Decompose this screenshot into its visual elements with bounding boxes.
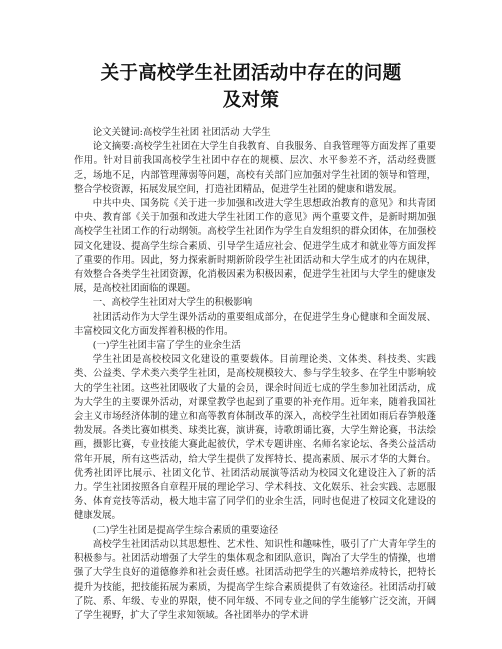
keywords: 论文关键词:高校学生社团 社团活动 大学生 — [92, 127, 271, 138]
paper-body — [74, 126, 436, 623]
paper-title — [60, 60, 442, 114]
section-heading: 一、高校学生社团对大学生的积极影响 — [92, 297, 253, 309]
paragraph: 社团活动作为大学生课外活动的重要组成部分，在促进学生身心健康和全面发展、丰富校园文化方面发挥着积极的作用。 — [74, 311, 436, 337]
subsection-heading: (一)学生社团丰富了学生的业余生活 — [92, 340, 241, 352]
paragraph: 高校学生社团活动以其思想性、艺术性、知识性和趣味性，吸引了广大青年学生的积极参与。社团活动增强了大学生的集体观念和团队意识，陶冶了大学生的情操，也增强了大学生良好的道德修养和社会责任感。社团活动把学生的兴趣培养成特长，把特长提升为技能，把技能拓展为素质，为提高学生综合素质提供了有效途径。社团活动打破了院、系、年级、专业的界限，使不同年级、不同专业之间的学生能够广泛交流，开阔了学生视野，扩大了学生求知领域。各社团举办的学术讲 — [74, 538, 436, 621]
paragraph: 中共中央、国务院《关于进一步加强和改进大学生思想政治教育的意见》和共青团中央、教育部《关于加强和改进大学生社团工作的意见》两个重要文件，是新时期加强高校学生社团工作的行动纲领。高校学生社团作为学生自发组织的群众团体，在加强校园文化建设、提高学生综合素质、引导学生适应社会、促进学生成才和就业等方面发挥了重要的作用。因此，努力探索新时期新阶段学生社团活动和大学生成才的内在规律，有效整合各类学生社团资源，化消极因素为积极因素，促进学生社团与大学生的健康发展，是高校社团面临的课题。 — [74, 198, 436, 295]
abstract: 论文摘要:高校学生社团在大学生自我教育、自我服务、自我管理等方面发挥了重要作用。针对目前我国高校学生社团中存在的规模、层次、水平参差不齐，活动经费匮乏，场地不足，内部管理薄弱等问题，高校有关部门应加强对学生社团的领导和管理，整合学校资源，拓展发展空间，打造社团精品，促进学生社团的健康和谐发展。 — [74, 141, 436, 195]
title-line-1: 关于高校学生社团活动中存在的问题 — [100, 63, 402, 84]
paragraph: 学生社团是高校校园文化建设的重要载体。目前理论类、文体类、科技类、实践类、公益类、学术类六类学生社团，是高校规模较大、参与学生较多、在学生中影响较大的学生社团。这些社团吸收了大量的会员，课余时间近七成的学生参加社团活动，成为大学生的主要课外活动，对课堂教学也起到了重要的补充作用。近年来，随着我国社会主义市场经济体制的建立和高等教育体制改革的深入，高校学生社团如雨后春笋般蓬勃发展。各类比赛如棋类、球类比赛，演讲赛，诗歌朗诵比赛，大学生辩论赛，书法绘画，摄影比赛，专业技能大赛此起彼伏，学术专题讲座、名师名家论坛、各类公益活动常年开展，所有这些活动，给大学生提供了发挥特长、提高素质、展示才华的大舞台。优秀社团评比展示、社团文化节、社团活动展演等活动为校园文化建设注入了新的活力。学生社团按照各自章程开展的理论学习、学术科技、文化娱乐、社会实践、志愿服务、体育竞技等活动，极大地丰富了同学们的业余生活，同时也促进了校园文化建设的健康发展。 — [74, 354, 436, 522]
subsection-heading: (二)学生社团是提高学生综合素质的重要途径 — [92, 524, 279, 536]
title-line-2: 及对策 — [222, 90, 280, 111]
